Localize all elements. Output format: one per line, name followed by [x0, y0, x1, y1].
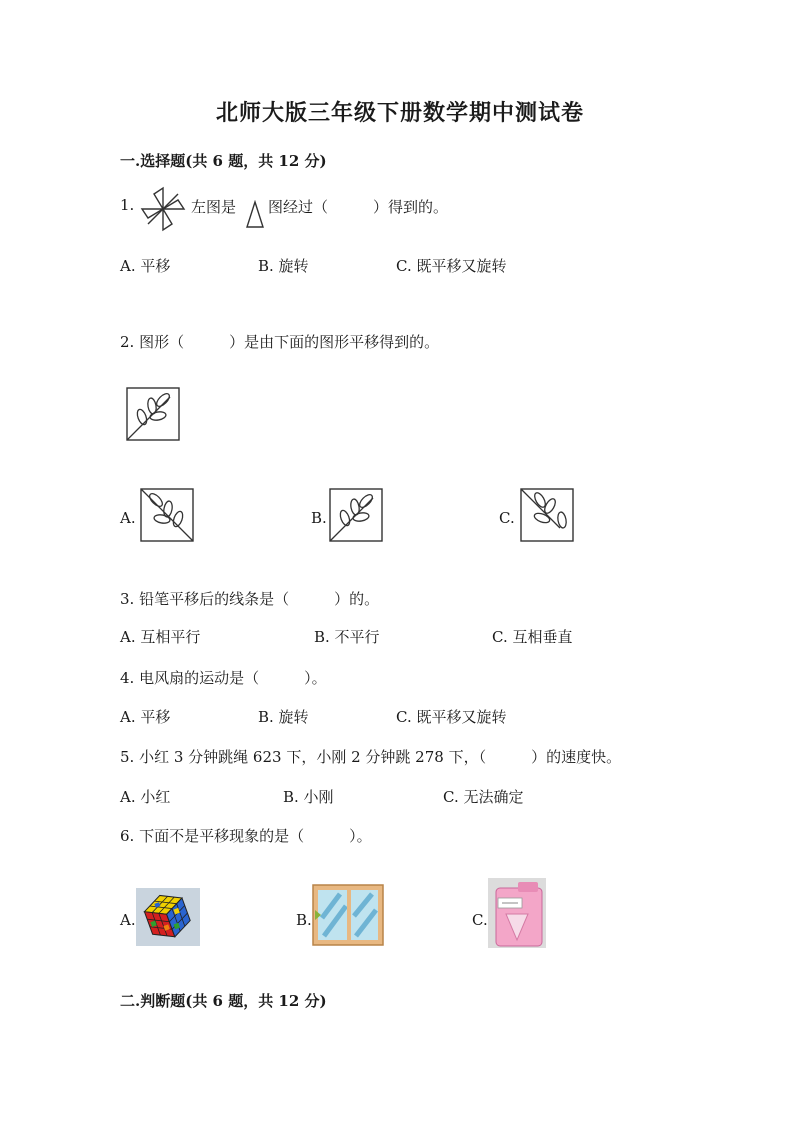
question-3-stem: 3. 铅笔平移后的线条是（ ）的。	[120, 590, 380, 608]
leaf-branch-original-figure	[126, 387, 180, 441]
q6-option-b-label[interactable]: B.	[296, 911, 312, 929]
question-2-stem: 2. 图形（ ）是由下面的图形平移得到的。	[120, 333, 440, 351]
q2-option-b-label[interactable]: B.	[311, 509, 327, 527]
q1-option-a[interactable]: A. 平移	[120, 257, 171, 275]
leaf-branch-option-c-figure[interactable]	[520, 488, 574, 542]
question-1-number: 1.	[120, 196, 135, 214]
q3-option-c[interactable]: C. 互相垂直	[492, 628, 573, 646]
q5-option-a[interactable]: A. 小红	[120, 788, 171, 806]
q3-option-a[interactable]: A. 互相平行	[120, 628, 201, 646]
leaf-branch-option-b-figure[interactable]	[329, 488, 383, 542]
q1-option-b[interactable]: B. 旋转	[258, 257, 309, 275]
leaf-branch-option-a-figure[interactable]	[140, 488, 194, 542]
q5-option-c[interactable]: C. 无法确定	[443, 788, 524, 806]
section-heading-choice: 一.选择题(共 6 题，共 12 分)	[120, 152, 327, 170]
q4-option-c[interactable]: C. 既平移又旋转	[396, 708, 507, 726]
page-title: 北师大版三年级下册数学期中测试卷	[215, 100, 584, 126]
q4-option-b[interactable]: B. 旋转	[258, 708, 309, 726]
q3-option-b[interactable]: B. 不平行	[314, 628, 380, 646]
question-5-stem: 5. 小红 3 分钟跳绳 623 下，小刚 2 分钟跳 278 下，（ ）的速度快。	[120, 748, 622, 766]
question-1-text-b: 图经过（ ）得到的。	[268, 198, 449, 216]
sliding-window-image[interactable]	[312, 884, 384, 946]
pinwheel-figure	[140, 186, 186, 232]
question-1-text-a: 左图是	[191, 198, 237, 216]
q4-option-a[interactable]: A. 平移	[120, 708, 171, 726]
rubiks-cube-image[interactable]	[136, 888, 200, 946]
q6-option-a-label[interactable]: A.	[120, 911, 136, 929]
section-heading-judgement: 二.判断题(共 6 题，共 12 分)	[120, 992, 327, 1010]
question-4-stem: 4. 电风扇的运动是（ ）。	[120, 669, 327, 687]
q6-option-c-label[interactable]: C.	[472, 911, 488, 929]
triangle-figure	[245, 200, 265, 230]
pink-dispenser-image[interactable]	[488, 878, 546, 948]
q2-option-a-label[interactable]: A.	[120, 509, 136, 527]
q2-option-c-label[interactable]: C.	[499, 509, 515, 527]
question-6-stem: 6. 下面不是平移现象的是（ ）。	[120, 827, 372, 845]
q1-option-c[interactable]: C. 既平移又旋转	[396, 257, 507, 275]
q5-option-b[interactable]: B. 小刚	[283, 788, 334, 806]
